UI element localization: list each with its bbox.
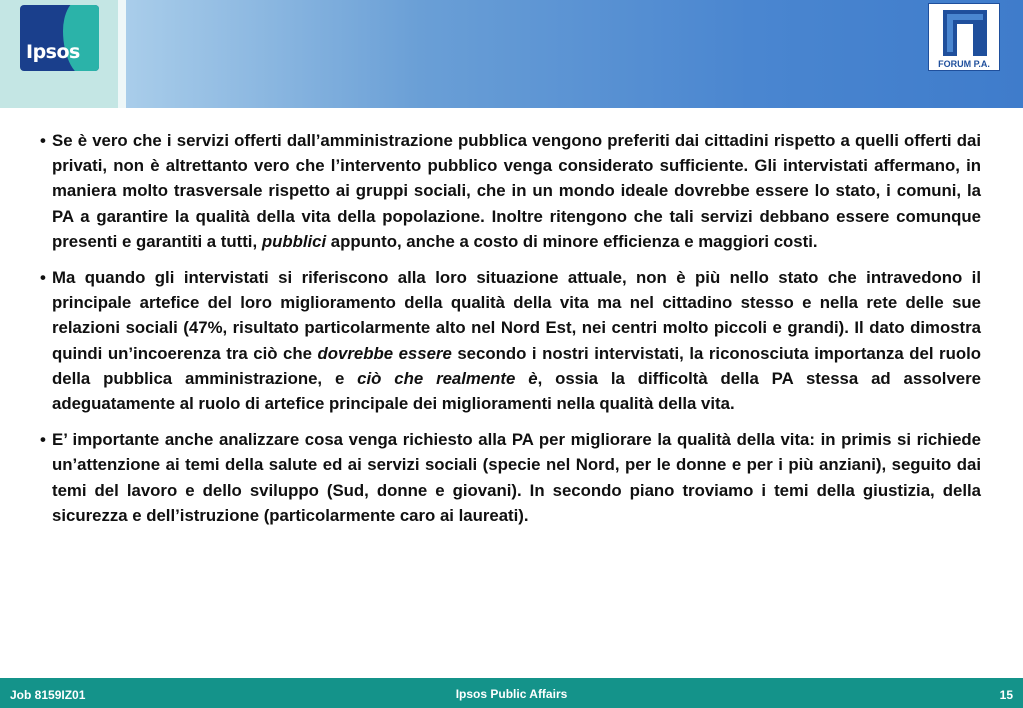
footer-bar [0, 678, 1023, 708]
paragraph-text: E’ importante anche analizzare cosa venga richiesto alla PA per migliorare la qualità della vita: in primis si richiede un’attenzione ai temi della salute ed ai servizi sociali (specie nel Nord, per le donne e per i più anziani), seguito dai temi del lavoro e dello sviluppo (Sud, donne e giovani). In secondo piano troviamo i temi della giustizia, della sicurezza e dell’istruzione (particolarmente caro ai laureati). [52, 430, 981, 525]
paragraph-text: appunto, anche a costo di minore efficienza e maggiori costi. [326, 231, 818, 251]
bullet-paragraph [40, 427, 981, 528]
paragraph-text: , ossia la difficoltà della PA stessa ad assolvere adeguatamente al ruolo di artefice principale dei miglioramenti nella qualità della vita. [52, 368, 981, 414]
bullet-paragraph [40, 128, 981, 254]
bullet-paragraph [40, 265, 981, 416]
italic-emphasis: pubblici [261, 231, 327, 251]
ipsos-logo [20, 5, 99, 71]
paragraph-text: Ma quando gli intervistati si riferiscono alla loro situazione attuale, non è più nello stato che intravedono il principale artefice del loro miglioramento della qualità della vita ma nel cittadino stesso e nella rete delle sue relazioni sociali (47%, risultato particolarmente alto nel Nord Est, nei centri molto piccoli e grandi). Il dato dimostra quindi un’incoerenza tra ciò che [52, 268, 981, 363]
paragraph-text: Se è vero che i servizi offerti dall’amministrazione pubblica vengono preferiti dai cittadini rispetto a quelli offerti dai privati, non è altrettanto vero che l’intervento pubblico venga considerato sufficiente. Gli intervistati affermano, in maniera molto trasversale rispetto ai gruppi sociali, che in un mondo ideale dovrebbe essere lo stato, i comuni, la PA a garantire la qualità della vita della popolazione. Inoltre ritengono che tali servizi debbano essere comunque presenti e garantiti a tutti, [52, 131, 981, 251]
header-banner [0, 0, 1023, 108]
page-number: 15 [999, 688, 1013, 702]
bullet-marker: • [40, 430, 46, 450]
footer-title: Ipsos Public Affairs [455, 687, 568, 701]
forum-pa-logo-text: FORUM P.A. [938, 59, 990, 69]
ipsos-logo-text: Ipsos [26, 41, 80, 63]
forum-pa-logo [928, 3, 1000, 71]
paragraph-text: secondo i nostri intervistati, la riconosciuta importanza del ruolo della pubblica amministrazione, e [52, 343, 981, 388]
forum-pa-mark-icon [943, 10, 987, 56]
bullet-marker: • [40, 268, 46, 288]
italic-emphasis: dovrebbe essere [317, 343, 452, 363]
slide-body [40, 128, 981, 539]
bullet-marker: • [40, 131, 46, 150]
italic-emphasis: ciò che realmente è [357, 368, 538, 388]
job-number: Job 8159IZ01 [10, 688, 86, 702]
